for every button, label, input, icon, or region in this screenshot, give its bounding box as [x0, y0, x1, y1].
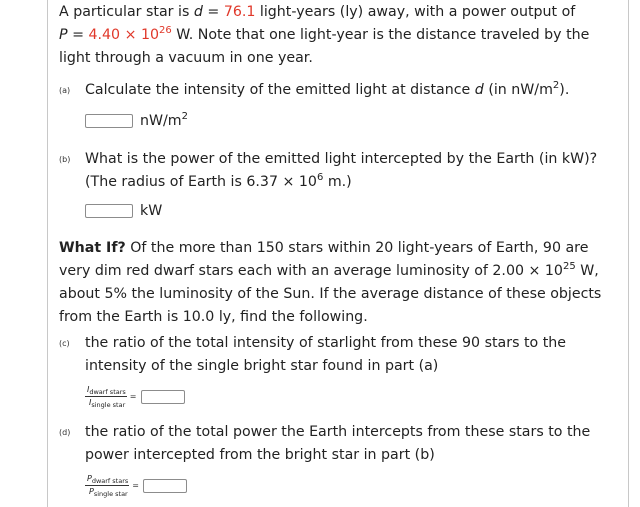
part-c-answer: $\frac{\text{Idwarf stars}}{\text{Isingle star}}$ =: [85, 385, 619, 408]
what-if-label: What If?: [59, 240, 126, 256]
part-letter: (d): [59, 428, 71, 437]
part-a: [59, 79, 619, 129]
part-b-question: What is the power of the emitted light intercepted by the Earth (in kW)? (The radius of Earth is $6.37 \times 10^6$ m.): [85, 151, 598, 190]
part-a-question: Calculate the intensity of the emitted light at distance d (in $nW/m^2$).: [85, 80, 570, 98]
part-letter: (a): [59, 86, 71, 95]
part-letter: (b): [59, 155, 71, 164]
power-value: $4.40 \times 10^{26}$: [88, 25, 172, 43]
part-d-answer-input[interactable]: [143, 479, 187, 493]
what-if: What If? Of the more than 150 stars within 20 light-years of Earth, 90 are very dim red dwarf stars each with an average luminosity of $2.00 \times 10^{25}$ W, about 5% the luminosity of the Sun. If the average distance of these objects from the Earth is 10.0 ly, find the following.: [59, 240, 602, 325]
intro: [59, 1, 589, 70]
part-d: [59, 421, 619, 497]
part-c-question: the ratio of the total intensity of starlight from these 90 stars to the intensity of the single bright star found in part (a): [85, 335, 567, 374]
part-a-unit: $nW/m^2$: [140, 111, 188, 129]
distance-value: 76.1: [223, 4, 256, 20]
part-b: [59, 148, 619, 219]
intro-line-3: light through a vacuum in one year.: [59, 50, 313, 66]
power-ratio-fraction: $\frac{\text{Pdwarf stars}}{\text{Psingle star}}$: [87, 474, 129, 498]
part-a-answer: [85, 113, 619, 129]
part-c: [59, 332, 619, 408]
intro-line-1: A particular star is d = 76.1 light-years (ly) away, with a power output of: [59, 4, 576, 20]
part-b-answer-input[interactable]: [85, 204, 133, 218]
part-d-question: the ratio of the total power the Earth intercepts from these stars to the power intercepted from the bright star in part (b): [85, 424, 591, 463]
part-b-unit: kW: [140, 203, 163, 219]
part-b-answer: [85, 203, 619, 219]
intensity-ratio-fraction: $\frac{\text{Idwarf stars}}{\text{Isingle star}}$: [87, 385, 126, 409]
part-letter: (c): [59, 339, 70, 348]
part-a-answer-input[interactable]: [85, 114, 133, 128]
intro-line-2: $P = 4.40 \times 10^{26}$ W. Note that one light-year is the distance traveled by the: [59, 25, 590, 43]
part-c-answer-input[interactable]: [141, 390, 185, 404]
part-d-answer: $\frac{\text{Pdwarf stars}}{\text{Psingle star}}$ =: [85, 474, 619, 497]
